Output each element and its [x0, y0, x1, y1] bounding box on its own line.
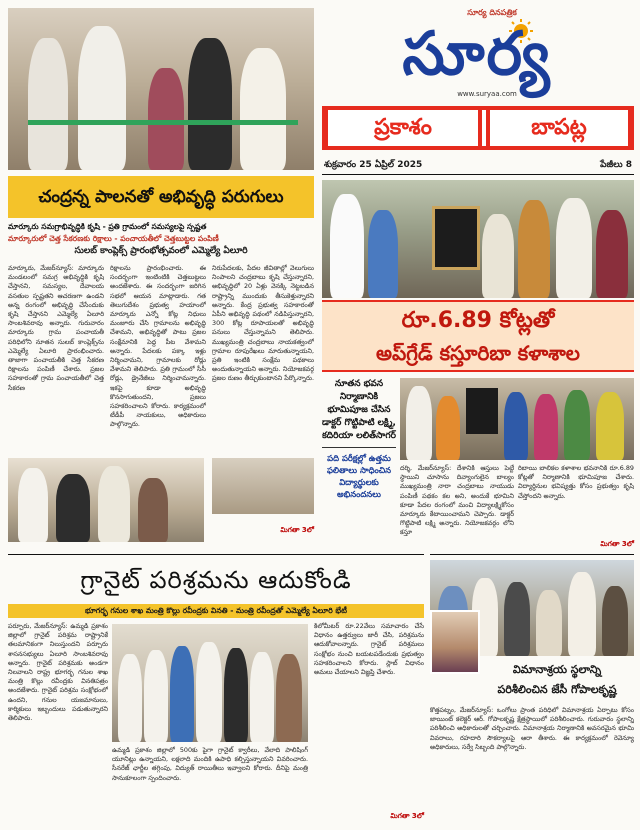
story4-headline-box	[480, 660, 634, 704]
story1-headline-box	[8, 176, 314, 218]
masthead	[322, 8, 634, 158]
edition-left: ప్రకాశం	[328, 110, 478, 146]
story3-column-2: ఉమ్మడి ప్రకాశం జిల్లాలో 500కు పైగా గ్రానైట్ క్వారీలు, వేలాది పాలిషింగ్ యూనిట్లు ఉన్నాయని, లక్షలాది మందికి ఉపాధి కల్పిస్తున్నాయని వివరించారు. సీనరేజ్ ఛార్జీల తగ్గింపు, విద్యుత్ రాయితీలు ఇవ్వాలని కోరారు. దీనిపై మంత్రి సానుకూలంగా స్పందించారు.	[112, 746, 308, 782]
masthead-rule	[322, 174, 634, 175]
story2-caption-divider	[322, 447, 396, 448]
story1-subhead-2: మార్కూరులో చెత్త సేకరణకు రిక్షాలు - పంచాయతీలో చెత్తబుట్టల పంపిణీ	[8, 234, 219, 243]
story2-continued: మిగతా 3లో	[600, 540, 634, 548]
story3-subhead: భూగర్భ గనుల శాఖ మంత్రి కొల్లు రవీంద్రకు వినతి - మంత్రి రవీంద్రతో ఎమ్మెల్యే ఏలూరి భేటీ	[8, 604, 424, 618]
story2-headline-2: అప్‌గ్రేడ్ కస్తూరిబా కళాశాల	[376, 341, 580, 365]
story3-top-rule	[8, 554, 424, 555]
story1-continued: మిగతా 3లో	[280, 526, 314, 534]
story3-column-3: కిలోమీటర్ రూ.22వేలు సమాచారం చేసే విధానం ఉత్తర్వులు జారీ చేసి, పరిశ్రమను ఆదుకోవాలన్నారు. గ్రానైట్ పరిశ్రమలు సంక్షోభం నుంచి బయటపడేందుకు ప్రభుత్వం సహకరించాలని కోరారు. స్లాబ్ విధానం అమలు చేయాలని విజ్ఞప్తి చేశారు.	[314, 622, 424, 677]
story2-photo-plaque	[322, 180, 634, 298]
story4-top-rule	[430, 554, 634, 555]
story3-continued: మిగతా 3లో	[390, 812, 424, 820]
story4-headline-1: విమానాశ్రయ స్థలాన్ని	[512, 663, 602, 676]
story1-column-3: నిరుపేదలకు, పేదల జీవితాల్లో వెలుగులు నింపాలని చంద్రబాబు కృషి చేస్తున్నారని, అభివృద్ధిలో 20 ఏళ్లు వెనక్కి నెట్టబడిన రాష్ట్రాన్ని ముందుకు తీసుకెళ్తున్నారని అన్నారు. కేంద్ర ప్రభుత్వ సహకారంతో ఏపీని అభివృద్ధి పథంలో నడిపిస్తున్నారని, 300 కోట్ల రూపాయలతో అభివృద్ధి పనులు చేస్తున్నామని తెలిపారు. ముఖ్యమంత్రి చంద్రబాబు నాయకత్వంలో గ్రామాల రూపురేఖలు మారుతున్నాయని, ప్రతి ఇంటికి సంక్షేమ పథకాలు అందుతున్నాయని అన్నారు. నియోజకవర్గ ప్రజల రుణం తీర్చుకుంటానని పేర్కొన్నారు.	[212, 264, 314, 383]
story1-column-2: రిక్షాలను ప్రారంభించారు. ఈ సందర్భంగా ఇంటింటికి చెత్తబుట్టలు అందజేశారు. ఈ సందర్భంగా జరిగిన సభలో ఆయన మాట్లాడారు. గత తెలుగుదేశం ప్రభుత్వ హయాంలో మార్కూరు ఎన్నో కోట్ల నిధులు మంజూరు చేసి గ్రామాలను అభివృద్ధి చేశామని, అభివృద్ధితో పాటు ప్రజల సంక్షేమానికి పెద్ద పీట వేశామని అన్నారు. పేదలకు పక్కా ఇళ్లు నిర్మించామని, గ్రామాలకు రోడ్లు వేశామని తెలిపారు. ప్రతి గ్రామంలో సీసీ రోడ్లు, డ్రైనేజీలు నిర్మించామన్నారు. ఇకపై కూడా అభివృద్ధి కొనసాగుతుందని, ప్రజలు సహకరించాలని కోరారు. కార్యక్రమంలో టీడీపీ నాయకులు, అధికారులు పాల్గొన్నారు.	[110, 264, 206, 429]
edition-right: బాపట్ల	[490, 110, 628, 146]
edition-bar	[322, 106, 634, 150]
masthead-tagline: సూర్య దినపత్రిక	[467, 8, 517, 17]
date-line: శుక్రవారం 25 ఏప్రిల్ 2025	[324, 160, 423, 170]
story2-photo-students	[400, 378, 634, 460]
story2-caption-2: పది పరీక్షల్లో ఉత్తమ ఫలితాలు సాధించిన విద్యార్థులకు అభినందనలు	[326, 453, 392, 499]
story4-portrait	[430, 610, 480, 674]
story1-photo-inauguration	[8, 458, 204, 542]
story2-side-caption	[322, 378, 396, 552]
story2-banner	[322, 300, 634, 372]
story4-body: కొత్తపట్నం, మేజర్‌న్యూస్: ఒంగోలు ప్రాంత పరిధిలో విమానాశ్రయ ఏర్పాటు కోసం జాయింట్ కలెక్టర్ ఆర్. గోపాలకృష్ణ క్షేత్రస్థాయిలో పరిశీలించారు. గురువారం స్థలాన్ని పరిశీలించి అధికారులతో చర్చించారు. విమానాశ్రయ నిర్మాణానికి అవసరమైన భూమి వివరాలు, రహదారి సౌకర్యాలపై ఆరా తీశారు. ఈ కార్యక్రమంలో రెవెన్యూ అధికారులు, సర్వే సిబ్బంది పాల్గొన్నారు.	[430, 706, 634, 751]
story3-headline: గ్రానైట్ పరిశ్రమను ఆదుకోండి	[80, 566, 352, 594]
masthead-title: సూర్య	[402, 19, 552, 89]
story3-photo-meeting	[112, 624, 308, 742]
story1-subhead-3: సులబ్ కాంప్లెక్స్ ప్రారంభోత్సవంలో ఎమ్మెల్యే ఏలూరి	[74, 246, 248, 256]
story2-headline-1: రూ.6.89 కోట్లతో	[401, 308, 555, 333]
story1-col3-tail	[212, 458, 314, 514]
page-number: పేజీలు 8	[600, 160, 632, 170]
story2-column-1: దర్శి, మేజర్‌న్యూస్: దేశానికి ఆస్తులు పెట్టే స్థాయిని చూసాను దివ్యాంగులైన బాల్యం ముఖ్యమంత్రి నారా చంద్రబాబు నాయుడు పంపిణీ పథకం కల అని, అందుకే భూమిని కూడా పేదల రంగంలో మంచి విద్యాలక్ష్మికోసం మార్కూరు కేటాయించామని చెప్పారు. డాక్టర్ గొట్టిపాటి లక్ష్మి అన్నారు. నియోజకవర్గం లోని కస్తూ	[400, 464, 514, 537]
story3-column-1: పర్చూరు, మేజర్‌న్యూస్: ఉమ్మడి ప్రకాశం జిల్లాలో గ్రానైట్ పరిశ్రమ రాష్ట్రానికే తలమానికంగా నిలుస్తుందని పర్చూరు శాసనసభ్యులు ఏలూరి సాంబశివరావు అన్నారు. గ్రానైట్ పరిశ్రమకు అండగా నిలవాలని రాష్ట్ర భూగర్భ గనుల శాఖ మంత్రి కొల్లు రవీంద్రకు వినతిపత్రం అందజేశారు. గ్రానైట్ పరిశ్రమ సంక్షోభంలో ఉందని, గనుల యజమానులు, కార్మికులు ఇబ్బందులు పడుతున్నారని తెలిపారు.	[8, 622, 108, 723]
masthead-website: www.suryaa.com	[457, 90, 517, 98]
story2-caption-1: నూతన భవన నిర్మాణానికి భూమిపూజ చేసిన డాక్టర్ గొట్టిపాటి లక్ష్మి, కదిరియా లలిత్‌సాగర్	[322, 379, 396, 441]
story1-column-3b	[212, 458, 314, 518]
story1-subhead-1: మార్కూరు సమగ్రాభివృద్ధికి కృషి - ప్రతి గ్రామంలో సమస్యలపై స్పష్టత	[8, 222, 207, 231]
edition-divider	[482, 110, 486, 146]
story1-headline: చంద్రన్న పాలనతో అభివృద్ధి పరుగులు	[38, 187, 284, 207]
story4-headline-2: పరిశీలించిన జేసీ గోపాలకృష్ణ	[497, 683, 617, 696]
story1-photo-ribbon-cutting	[8, 8, 314, 170]
story2-column-2: రిబాయి బాలికల కళాశాల భవనానికి రూ.6.89 కోట్లతో నిర్మాణానికి భూమిపూజ చేశారు. విద్యార్థినుల భవిష్యత్తు కోసం ప్రభుత్వం కృషి చేస్తోందని అన్నారు.	[518, 464, 634, 500]
story1-column-1: మార్కూరు, మేజర్‌న్యూస్: మార్కూరు మండలంలో సమగ్ర అభివృద్ధికి కృషి చేస్తానని, సమస్యల, దేవాలయ వసతుల స్పష్టతని ఆచరణగా ఉండని అన్న రంగంలో అభివృద్ధి చేసేందుకు కృషి చేస్తానని ఎమ్మెల్యే ఏలూరి సాంబశివరావు అన్నారు. గురువారం మార్కూరు గ్రామ పంచాయతీ పరిధిలోని నూతన సులబ్ కాంప్లెక్స్‌ను ఎమ్మెల్యే ఏలూరి ప్రారంభించారు. తాజాగా పంచాయతీకి చెత్త సేకరణ రిక్షాలను పంపిణీ చేశారు. ప్రజల సహకారంతో గ్రామ పంచాయతీలో చెత్త సేకరణ	[8, 264, 104, 392]
